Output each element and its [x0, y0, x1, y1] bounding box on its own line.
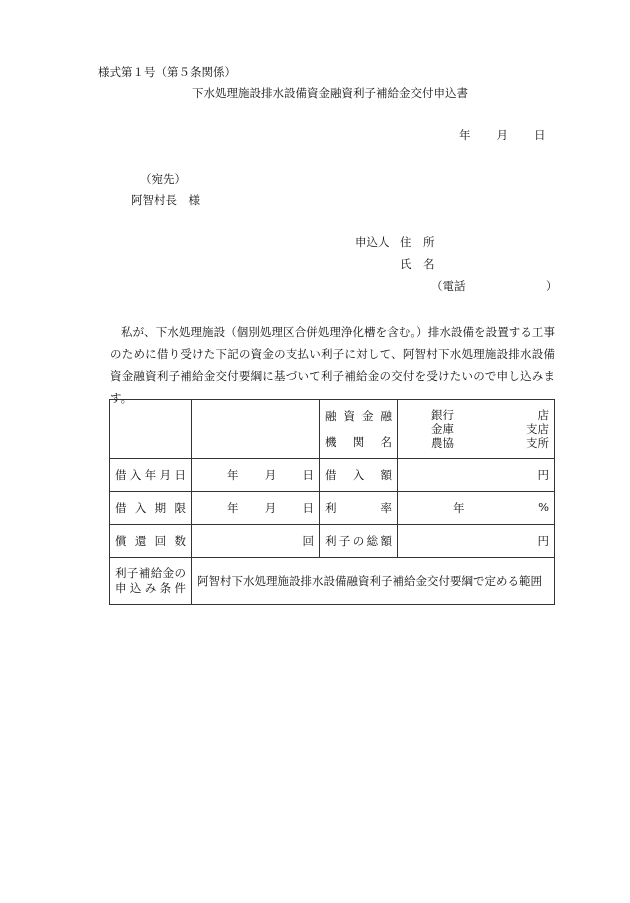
lender-label-bottom: 機関名	[325, 435, 392, 449]
table-row	[110, 400, 555, 459]
applicant-phone-label: （電話 ）	[431, 279, 558, 293]
applicant-name-label: 氏 名	[400, 257, 435, 271]
table-row	[110, 459, 555, 492]
total-interest-field[interactable]	[398, 525, 555, 558]
day-unit: 日	[302, 501, 314, 515]
borrow-period-field[interactable]	[192, 492, 320, 525]
blank-cell	[192, 400, 320, 459]
condition-text: 阿智村下水処理施設排水設備融資利子補給金交付要綱で定める範囲	[192, 558, 555, 605]
loan-details-table	[109, 399, 555, 605]
interest-rate-field[interactable]	[398, 492, 555, 525]
year-unit: 年	[227, 468, 239, 482]
lender-field[interactable]	[398, 400, 555, 459]
applicant-label: 申込人	[355, 235, 390, 249]
applicant-address-label: 住 所	[400, 235, 435, 249]
yen-unit: 円	[537, 534, 549, 548]
month-unit: 月	[264, 501, 277, 515]
yen-unit: 円	[537, 468, 549, 482]
form-number: 様式第１号（第５条関係）	[98, 65, 236, 79]
times-unit: 回	[302, 534, 314, 548]
bank-type-nokyo: 農協	[431, 435, 454, 450]
branch-type-ten: 店	[537, 407, 549, 422]
table-row	[110, 492, 555, 525]
borrow-date-label: 借入年月日	[110, 459, 192, 492]
bank-type-bank: 銀行	[431, 407, 454, 422]
condition-label-line1: 利子補給金の	[115, 566, 186, 580]
lender-label-cell	[320, 400, 398, 459]
month-unit: 月	[264, 468, 277, 482]
condition-label-line2: 申込み条件	[115, 581, 186, 595]
table-row	[110, 558, 555, 605]
total-interest-label: 利子の総額	[320, 525, 398, 558]
percent-unit: %	[538, 500, 549, 514]
table-row	[110, 525, 555, 558]
year-unit: 年	[227, 501, 239, 515]
branch-type-shisho: 支所	[526, 435, 549, 450]
repay-count-field[interactable]	[192, 525, 320, 558]
date-day: 日	[534, 128, 546, 142]
year-unit: 年	[453, 501, 465, 515]
borrow-date-field[interactable]	[192, 459, 320, 492]
date-year: 年	[459, 128, 471, 142]
document-title: 下水処理施設排水設備資金融資利子補給金交付申込書	[192, 86, 468, 100]
addressee-label: （宛先）	[140, 172, 186, 186]
day-unit: 日	[302, 468, 314, 482]
lender-label-top: 融資金融	[325, 409, 392, 423]
date-line	[459, 130, 546, 142]
borrow-amount-field[interactable]	[398, 459, 555, 492]
blank-cell	[110, 400, 192, 459]
condition-label-cell	[110, 558, 192, 605]
repay-count-label: 償還回数	[110, 525, 192, 558]
branch-type-shiten: 支店	[526, 421, 549, 436]
application-statement: 私が、下水処理施設（個別処理区合併処理浄化槽を含む。）排水設備を設置する工事のために借り受けた下記の資金の支払い利子に対して、阿智村下水処理施設排水設備資金融資利子補給金交付要綱に基づいて利子補給金の交付を受けたいので申し込みます。	[110, 325, 555, 405]
bank-type-kinko: 金庫	[431, 421, 454, 436]
addressee-name: 阿智村長 様	[131, 193, 200, 207]
date-month: 月	[496, 128, 508, 142]
borrow-amount-label: 借入額	[320, 459, 398, 492]
borrow-period-label: 借入期限	[110, 492, 192, 525]
interest-rate-label: 利率	[320, 492, 398, 525]
